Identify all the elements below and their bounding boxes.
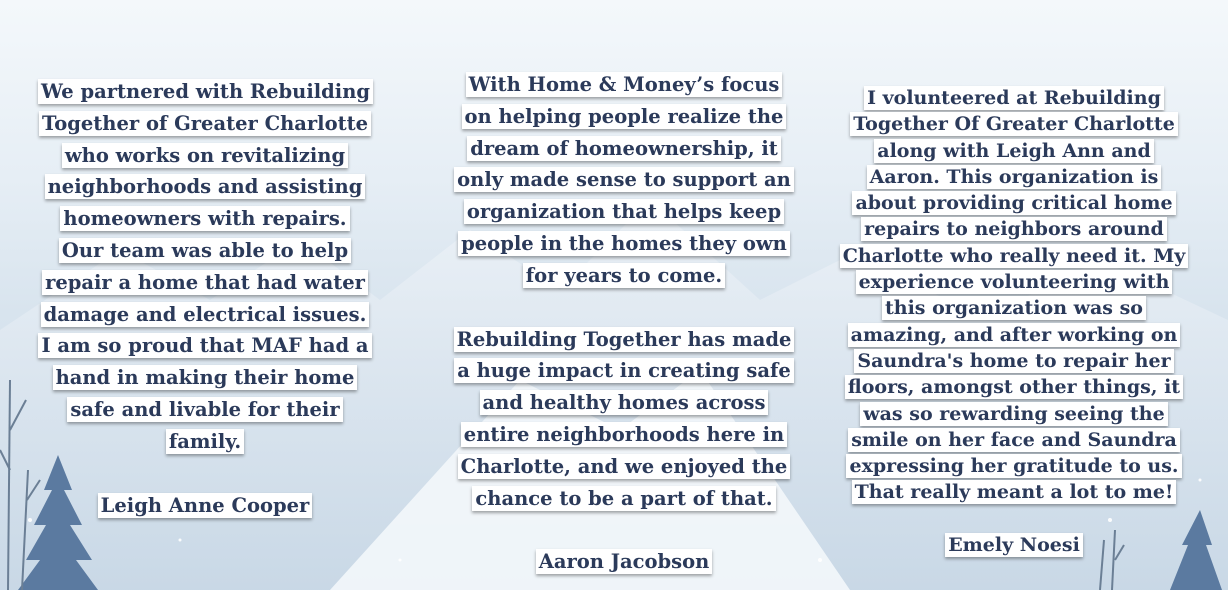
- testimonial-emely: [838, 85, 1190, 558]
- testimonial-quote: With Home & Money’s focus on helping people realize the dream of homeownership, it only made sense to support an organization that helps keep people in the homes they own for years to come.: [454, 72, 794, 288]
- testimonial-quote: We partnered with Rebuilding Together of Greater Charlotte who works on revitalizing neighborhoods and assisting homeowners with repairs. Our team was able to help repair a home that had water damage and electrical issues. I am so proud that MAF had a hand in making their home safe and livable for their family.: [38, 79, 373, 454]
- testimonial-author: Aaron Jacobson: [536, 549, 713, 574]
- testimonial-leigh: [38, 76, 372, 521]
- testimonial-aaron: [452, 69, 796, 578]
- testimonial-author: Emely Noesi: [945, 533, 1083, 557]
- testimonial-author: Leigh Anne Cooper: [98, 493, 313, 518]
- testimonial-quote-2: Rebuilding Together has made a huge impact in creating safe and healthy homes across entire neighborhoods here in Charlotte, and we enjoyed the chance to be a part of that.: [454, 327, 795, 511]
- testimonial-quote: I volunteered at Rebuilding Together Of Greater Charlotte along with Leigh Ann and Aaron. This organization is about providing critical home repairs to neighbors around Charlotte who really need it. My experience volunteering with this organization was so amazing, and after working on Saundra's home to repair her floors, amongst other things, it was so rewarding seeing the smile on her face and Saundra expressing her gratitude to us. That really meant a lot to me!: [840, 86, 1189, 504]
